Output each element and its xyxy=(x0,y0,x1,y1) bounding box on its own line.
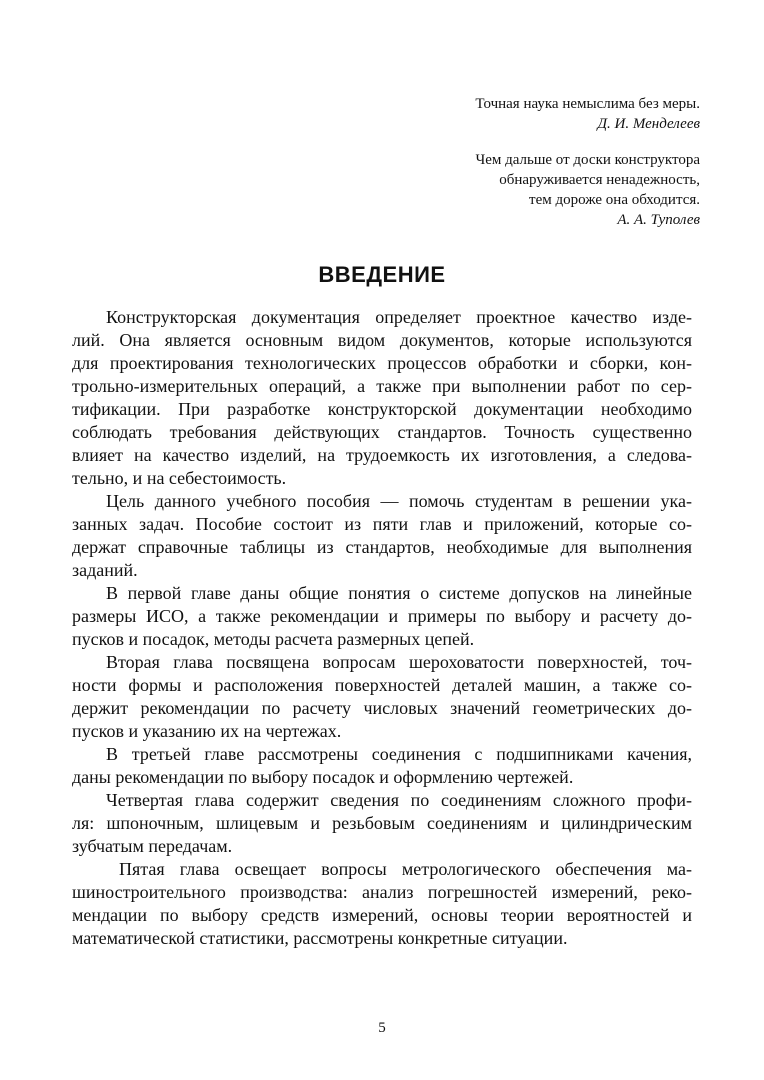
paragraph-5-line-2: даны рекомендации по выбору посадок и оформлению чертежей. xyxy=(72,767,574,787)
paragraph-4-line-2: ности формы и расположения поверхностей деталей машин, а также со- xyxy=(72,675,692,695)
paragraph-3-line-2: размеры ИСО, а также рекомендации и примеры по выбору и расчету до- xyxy=(72,606,692,626)
epigraph-mendeleev xyxy=(0,94,700,134)
paragraph-7-line-2: шиностроительного производства: анализ погрешностей измерений, реко- xyxy=(72,882,692,902)
paragraph-2-line-4: заданий. xyxy=(72,560,138,580)
paragraph-5-line-1: В третьей главе рассмотрены соединения с подшипниками качения, xyxy=(106,744,692,764)
paragraph-1-line-2: лий. Она является основным видом документов, которые используются xyxy=(72,330,692,350)
paragraph-4-line-1: Вторая глава посвящена вопросам шероховатости поверхностей, точ- xyxy=(106,652,692,672)
paragraph-6-line-1: Четвертая глава содержит сведения по соединениям сложного профи- xyxy=(106,790,692,810)
paragraph-4-line-4: пусков и указанию их на чертежах. xyxy=(72,721,342,741)
epigraph-tupolev xyxy=(0,150,700,230)
paragraph-1-line-7: влияет на качество изделий, на трудоемкость их изготовления, а следова- xyxy=(72,445,692,465)
paragraph-1-line-1: Конструкторская документация определяет проектное качество изде- xyxy=(106,307,692,327)
paragraph-1-line-6: соблюдать требования действующих стандартов. Точность существенно xyxy=(72,422,692,442)
paragraph-2-line-1: Цель данного учебного пособия — помочь студентам в решении ука- xyxy=(106,491,692,511)
epigraph-line: Точная наука немыслима без меры. xyxy=(475,96,700,112)
paragraph-7-line-4: математической статистики, рассмотрены конкретные ситуации. xyxy=(72,928,568,948)
paragraph-3-line-1: В первой главе даны общие понятия о системе допусков на линейные xyxy=(106,583,692,603)
epigraph-author: Д. И. Менделеев xyxy=(597,116,700,132)
paragraph-1-line-4: трольно-измерительных операций, а также при выполнении работ по сер- xyxy=(72,376,692,396)
paragraph-6-line-2: ля: шпоночным, шлицевым и резьбовым соединениям и цилиндрическим xyxy=(72,813,692,833)
paragraph-6-line-3: зубчатым передачам. xyxy=(72,836,233,856)
paragraph-1-line-3: для проектирования технологических процессов обработки и сборки, кон- xyxy=(72,353,692,373)
paragraph-2-line-2: занных задач. Пособие состоит из пяти глав и приложений, которые со- xyxy=(72,514,692,534)
page-number: 5 xyxy=(378,1020,386,1036)
epigraph-line: тем дороже она обходится. xyxy=(529,192,700,208)
epigraph-line: Чем дальше от доски конструктора xyxy=(475,152,700,168)
paragraph-7-line-3: мендации по выбору средств измерений, основы теории вероятностей и xyxy=(72,905,692,925)
epigraph-line: обнаруживается ненадежность, xyxy=(499,172,700,188)
paragraph-3-line-3: пусков и посадок, методы расчета размерных цепей. xyxy=(72,629,475,649)
paragraph-1-line-8: тельно, и на себестоимость. xyxy=(72,468,287,488)
epigraph-author: А. А. Туполев xyxy=(617,212,700,228)
paragraph-4-line-3: держит рекомендации по расчету числовых значений геометрических до- xyxy=(72,698,692,718)
paragraph-7-line-1: Пятая глава освещает вопросы метрологического обеспечения ма- xyxy=(119,859,692,879)
paragraph-2-line-3: держат справочные таблицы из стандартов, необходимые для выполнения xyxy=(72,537,692,557)
chapter-title: ВВЕДЕНИЕ xyxy=(318,262,446,287)
paragraph-1-line-5: тификации. При разработке конструкторской документации необходимо xyxy=(72,399,692,419)
